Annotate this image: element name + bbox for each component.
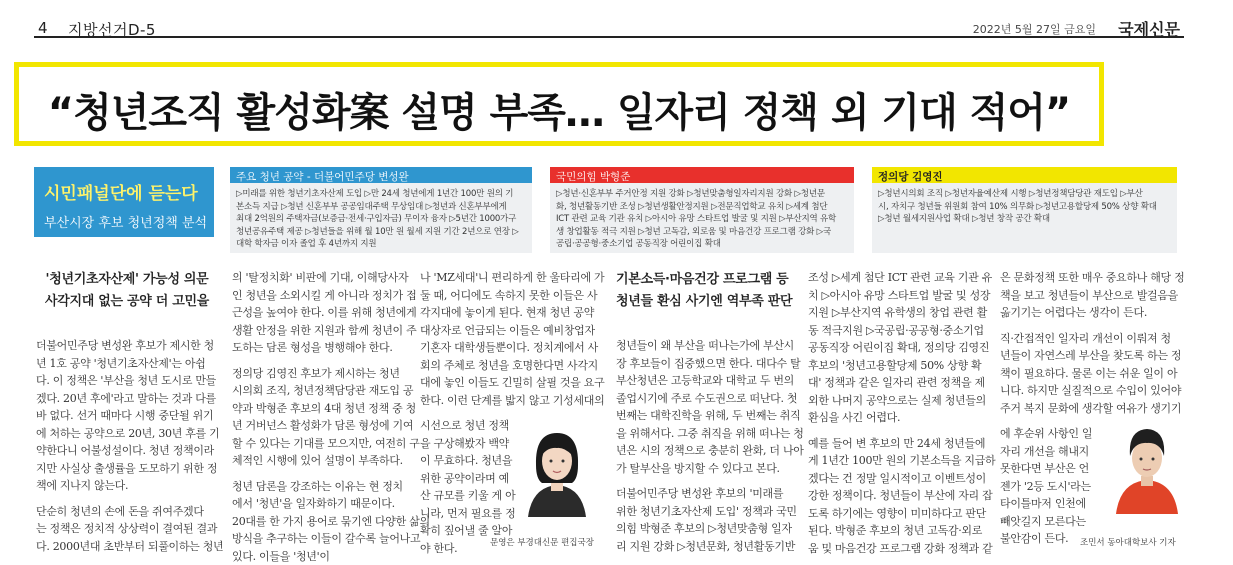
article-line: 동 적극지원 ▷국공립·공공형·중소기업 [808,322,990,340]
headline-box [14,62,1104,146]
article-line: 니라, 먼저 필요를 정 [420,505,602,523]
article-line: 약한다니 어불성설이다. 청년 정책이라 [36,442,218,460]
pledge-line: 시, 자치구 청년들 위원회 참여 10% 의무화 ▷청년고용할당제 50% 상향 확대 [878,201,1171,214]
newspaper-name: 국제신문 [1118,17,1180,40]
article-line: 장 후보들이 집중했으면 한다. 대다수 탈 [616,355,796,373]
article-line: 야 한다. [420,540,602,558]
pledge-line: 대학 학자금 이자 졸업 후 4년까지 지원 [236,238,526,251]
article-column-4 [616,269,796,555]
article-line: 이 무효하다. 청년을 [420,452,602,470]
pledge-box-justice [872,167,1177,253]
article-line: 은 문화정책 또한 매우 중요하나 해당 정 [1000,269,1180,287]
article-line: 옮기기는 어렵다는 생각이 든다. [1000,304,1180,322]
article-line: 위한 공약이라며 예 [420,470,602,488]
article-line: 는 정책은 정치적 상상력이 결여된 결과 [36,520,218,538]
article-line: 리 지원 강화 ▷청년문화, 청년활동기반 [616,538,796,556]
article-line: 회의 주체로 청년을 호명한다면 사각지 [420,357,602,375]
article-line: 책에 지나지 않는다. [36,477,218,495]
article-line: 다. 이 정책은 '부산을 청년 도시로 만들 [36,372,218,390]
article-line: 부산청년은 고등학교와 대학교 두 번의 [616,372,796,390]
photo-caption: 조민서 동아대학보사 기자 [1080,536,1176,548]
pledge-box-ppp [550,167,854,253]
article-line: 타이틀마저 인천에 [1000,495,1180,513]
article-line: 있다. 이들을 '청년'이 [232,548,408,565]
article-line: 대에 놓인 이들도 긴밀히 살필 것을 요구 [420,374,602,392]
article-line: 빼앗길지 모른다는 [1000,513,1180,531]
pledge-line: ICT 관련 교육 기관 유치 ▷아시아 유망 스타트업 발굴 및 지원 ▷부산지역 유학 [556,213,848,226]
article-line: 한다. 이런 단계를 밟지 않고 기성세대의 [420,392,602,410]
pledge-body [872,183,1177,231]
article-line: 바 없다. 선거 때마다 시행 중단될 위기 [36,407,218,425]
issue-date: 2022년 5월 27일 금요일 [973,21,1096,37]
article-line: 외한 나머지 공약으로는 실제 청년들의 [808,392,990,410]
article-line: 년들이 자연스레 부산을 찾도록 하는 정 [1000,347,1180,365]
pledge-body [230,183,532,256]
pledge-header: 정의당 김영진 [872,167,1177,183]
article-line: 시의회 조직, 청년정책담당관 재도입 공 [232,382,408,400]
pledge-line: 화, 청년활동기반 조성 ▷청년생활안정지원 ▷전문직업학교 유치 ▷세계 첨단 [556,201,848,214]
article-line: 근성을 높여야 한다. 이를 위해 청년에게 [232,304,408,322]
article-line: 환심을 사긴 어렵다. [808,409,990,427]
article-line: 청년 담론을 강조하는 이유는 현 정치 [232,478,408,496]
article-line: 대' 정책과 같은 일자리 관련 정책을 제 [808,374,990,392]
pledge-header: 국민의힘 박형준 [550,167,854,183]
article-line: 20대를 한 가지 용어로 묶기엔 다양한 삶의 [232,513,408,531]
article-line: 다. 2000년대 초반부터 되풀이하는 청년 [36,538,218,556]
article-line: 책이 필요하다. 물론 이는 쉬운 일이 아 [1000,365,1180,383]
pledge-box-democratic [230,167,532,253]
pledge-line: 최대 2억원의 주택자금(보증금·전세·구입자금) 무이자 융자 ▷5년간 1000가구 [236,213,526,226]
article-line: 니다. 하지만 실질적으로 수입이 있어야 [1000,382,1180,400]
article-line: 예를 들어 변 후보의 만 24세 청년들에 [808,435,990,453]
article-line: 단순히 청년의 손에 돈을 쥐여주겠다 [36,503,218,521]
series-box [34,167,214,237]
masthead [34,8,1184,38]
page-number: 4 [38,19,48,37]
article-line: 조성 ▷세계 첨단 ICT 관련 교육 기관 유 [808,269,990,287]
subhead-line: '청년기초자산제' 가능성 의문 [36,269,218,291]
article-line: 둘 때, 어디에도 속하지 못한 이들은 사 [420,287,602,305]
article-line: 주거 복지 문화에 생각할 여유가 생기기 [1000,400,1180,418]
article-line: 강한 정책이다. 청년들이 부산에 자리 잡 [808,487,990,505]
pledge-body [550,183,854,256]
article-line: 번째는 대학진학을 위해, 두 번째는 취직 [616,407,796,425]
article-line: 게 1년간 100만 원의 기본소득을 지급하 [808,452,990,470]
article-line: 도록 하기에는 영향이 미미하다고 판단 [808,505,990,523]
article-line: 가 탈부산을 방지할 수 있다고 본다. [616,460,796,478]
article-subhead [36,269,218,313]
article-line: 겠다. 20년 후에'라고 말하는 것과 다를 [36,390,218,408]
article-line: 지만 사실상 출생률을 도모하기 위한 정 [36,460,218,478]
article-column-5 [808,269,990,557]
pledge-line: 공립·공공형·중소기업 공동직장 어린이집 확대 [556,238,848,251]
article-line: 의 '탈정치화' 비판에 기대, 이해당사자 [232,269,408,287]
article-line: 졸업시기에 주로 수도권으로 떠난다. 첫 [616,390,796,408]
article-line: 자리 개선을 해내지 [1000,443,1180,461]
pledge-line: 생 창업활동 적극 지원 ▷청년 고독감, 외로움 및 마음건강 프로그램 강화 ▷국 [556,226,848,239]
article-line: 년 거버넌스 활성화가 담론 형성에 기여 [232,417,408,435]
article-column-1 [36,269,218,555]
subhead-line: 사각지대 없는 공약 더 고민을 [36,291,218,313]
article-line: 의힘 박형준 후보의 ▷청년맞춤형 일자 [616,520,796,538]
section-title: 지방선거D-5 [68,19,156,40]
pledge-line: ▷청년시의회 조직 ▷청년자율예산제 시행 ▷청년정책담당관 재도입 ▷부산 [878,188,1171,201]
pledge-line: 청년공유주택 제공 ▷청년들을 위해 월 10만 원 월세 지원 기간 2년으로 연장 ▷ [236,226,526,239]
article-line: 에 처하는 공약으로 20년, 30년 후를 기 [36,425,218,443]
article-line: 된다. 박형준 후보의 청년 고독감·외로 [808,522,990,540]
article-line: 년은 시의 정책으로 충분히 완화, 더 나아 [616,442,796,460]
pledge-line: ▷청년·신혼부부 주거안정 지원 강화 ▷청년맞춤형일자리지원 강화 ▷청년문 [556,188,848,201]
article-line: 약과 박형준 후보의 4대 청년 정책 중 청 [232,400,408,418]
article-line: 정의당 김영진 후보가 제시하는 청년 [232,365,408,383]
article-line: 에 후순위 사항인 일 [1000,425,1180,443]
article-line: 치 ▷아시아 유망 스타트업 발굴 및 성장 [808,287,990,305]
article-line: 을 구상해봤자 백약 [420,435,602,453]
article-subhead [616,269,796,313]
pledge-line: ▷청년 월세지원사업 확대 ▷청년 창작 공간 확대 [878,213,1171,226]
article-line: 못한다면 부산은 언 [1000,460,1180,478]
article-line: 도하는 담론 형성을 병행해야 한다. [232,339,408,357]
article-line: 시선으로 청년 정책 [420,417,602,435]
subhead-line: 기본소득·마음건강 프로그램 등 [616,269,796,291]
article-line: 공동직장 어린이집 확대, 정의당 김영진 [808,339,990,357]
series-title: 시민패널단에 듣는다 [44,179,204,204]
article-line: 기혼자 대학생들뿐이다. 정치계에서 사 [420,339,602,357]
article-line: 더불어민주당 변성완 후보가 제시한 청 [36,337,218,355]
article-line: 체적인 시행에 있어 설명이 부족하다. [232,452,408,470]
pledge-header: 주요 청년 공약 - 더불어민주당 변성완 [230,167,532,183]
pledge-line: ▷미래를 위한 청년기초자산제 도입 ▷만 24세 청년에게 1년간 100만 원의 기 [236,188,526,201]
article-line: 위한 청년기초자산제 도입' 정책과 국민 [616,503,796,521]
article-line: 대상자로 언급되는 이들은 예비창업자 [420,322,602,340]
series-subtitle: 부산시장 후보 청년정책 분석 [44,212,204,231]
headline: “청년조직 활성화案 설명 부족… 일자리 정책 외 기대 적어” [19,81,1099,138]
article-line: 산 규모를 키울 게 아 [420,487,602,505]
columnist-photo-left [518,421,596,517]
article-line: 지원 ▷부산지역 유학생의 창업 관련 활 [808,304,990,322]
article-line: 더불어민주당 변성완 후보의 '미래를 [616,485,796,503]
article-line: 인 청년을 소외시킬 게 아니라 정치가 접 [232,287,408,305]
article-line: 방식을 추구하는 이들이 갈수록 늘어나고 [232,530,408,548]
article-line: 움 및 마음건강 프로그램 강화 정책과 같 [808,540,990,558]
article-line: 직·간접적인 일자리 개선이 이뤄져 청 [1000,330,1180,348]
article-line: 청년들이 왜 부산을 떠나는가에 부산시 [616,337,796,355]
article-line: 나 'MZ세대'니 편리하게 한 울타리에 가 [420,269,602,287]
columnist-photo-right [1108,418,1186,514]
article-line: 책을 보고 청년들이 부산으로 발걸음을 [1000,287,1180,305]
article-line: 젠가 '2등 도시'라는 [1000,478,1180,496]
article-line: 에서 '청년'을 일자화하기 때문이다. [232,495,408,513]
article-line: 을 위해서다. 그중 취직을 위해 떠나는 청 [616,425,796,443]
article-line: 할 수 있다는 기대를 모으지만, 여전히 구 [232,435,408,453]
article-line: 확히 짚어낼 줄 알아 [420,522,602,540]
article-line: 생활 안정을 위한 지원과 함께 청년이 주 [232,322,408,340]
article-line: 후보의 '청년고용할당제 50% 상향 확 [808,357,990,375]
article-line: 불안감이 든다. [1000,530,1180,548]
article-line: 겠다는 건 정말 일시적이고 이벤트성이 [808,470,990,488]
photo-caption: 문영은 부경대신문 편집국장 [490,536,594,548]
subhead-line: 청년들 환심 사기엔 역부족 판단 [616,291,796,313]
pledge-line: 본소득 지급 ▷청년 신혼부부 공공임대주택 무상임대 ▷청년과 신혼부부에게 [236,201,526,214]
article-line: 년 1호 공약 '청년기초자산제'는 아쉽 [36,355,218,373]
article-line: 각지대에 놓이게 된다. 현재 청년 공약 [420,304,602,322]
article-column-2 [232,269,408,565]
